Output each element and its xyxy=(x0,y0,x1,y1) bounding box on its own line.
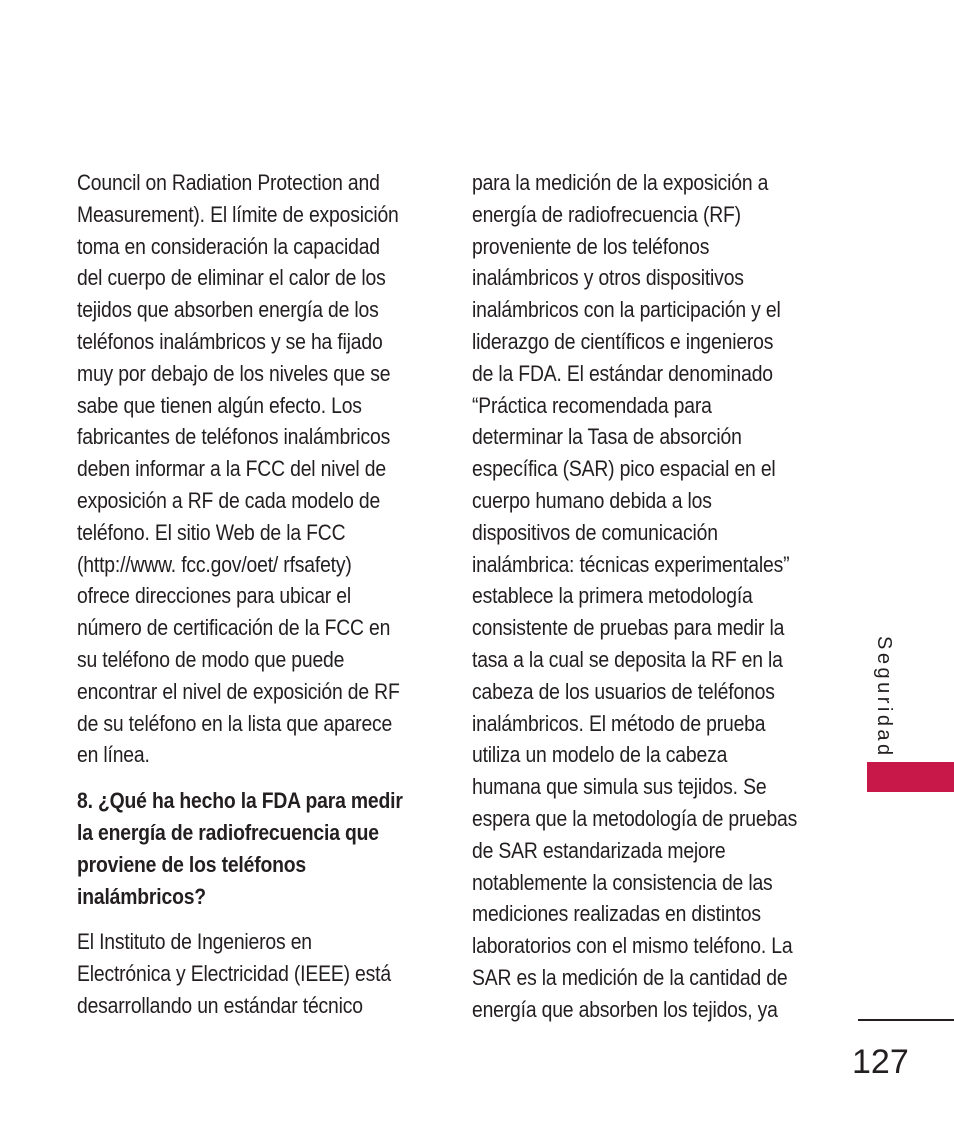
text-line: tejidos que absorben energía de los xyxy=(77,297,379,323)
text-line: espera que la metodología de pruebas xyxy=(472,805,798,831)
page-number: 127 xyxy=(852,1043,909,1081)
text-line: Council on Radiation Protection and xyxy=(77,170,380,195)
text-line: energía de radiofrecuencia (RF) xyxy=(472,201,741,227)
text-line: consistente de pruebas para medir la xyxy=(472,615,785,641)
text-line: cabeza de los usuarios de teléfonos xyxy=(472,678,775,704)
right-column xyxy=(472,167,833,1026)
text-line: fabricantes de teléfonos inalámbricos xyxy=(77,424,391,450)
text-line: (http://www. fcc.gov/oet/ rfsafety) xyxy=(77,551,352,577)
text-line: encontrar el nivel de exposición de RF xyxy=(77,678,400,704)
left-column xyxy=(77,167,438,1022)
question-heading xyxy=(77,785,438,912)
text-line: inalámbrica: técnicas experimentales” xyxy=(472,551,790,577)
text-line: sabe que tienen algún efecto. Los xyxy=(77,392,362,418)
text-line: número de certificación de la FCC en xyxy=(77,615,391,641)
text-line: exposición a RF de cada modelo de xyxy=(77,487,381,513)
text-line: desarrollando un estándar técnico xyxy=(77,992,363,1018)
page-number-rule xyxy=(858,1019,954,1021)
text-line: determinar la Tasa de absorción xyxy=(472,424,742,450)
text-line: de SAR estandarizada mejore xyxy=(472,837,726,863)
heading-line: proviene de los teléfonos xyxy=(77,851,307,877)
text-line: mediciones realizadas en distintos xyxy=(472,901,761,927)
intro-paragraph xyxy=(77,167,438,771)
text-line: laboratorios con el mismo teléfono. La xyxy=(472,933,793,959)
answer-paragraph xyxy=(77,926,438,1021)
text-line: de la FDA. El estándar denominado xyxy=(472,360,773,386)
text-line: del cuerpo de eliminar el calor de los xyxy=(77,265,386,291)
text-line: cuerpo humano debida a los xyxy=(472,487,712,513)
heading-line: 8. ¿Qué ha hecho la FDA para medir xyxy=(77,788,403,814)
text-line: Electrónica y Electricidad (IEEE) está xyxy=(77,961,391,987)
text-line: proveniente de los teléfonos xyxy=(472,233,710,259)
text-line: su teléfono de modo que puede xyxy=(77,646,345,672)
heading-line: inalámbricos? xyxy=(77,883,206,909)
text-line: toma en consideración la capacidad xyxy=(77,233,380,259)
section-label: Seguridad xyxy=(873,636,895,759)
text-line: teléfonos inalámbricos y se ha fijado xyxy=(77,328,383,354)
text-line: inalámbricos con la participación y el xyxy=(472,297,781,323)
text-line: “Práctica recomendada para xyxy=(472,392,712,418)
text-line: El Instituto de Ingenieros en xyxy=(77,929,312,955)
text-line: para la medición de la exposición a xyxy=(472,170,769,195)
continuation-paragraph xyxy=(472,167,833,1026)
text-line: inalámbricos y otros dispositivos xyxy=(472,265,744,291)
text-line: en línea. xyxy=(77,742,150,768)
text-line: ofrece direcciones para ubicar el xyxy=(77,583,351,609)
section-tab xyxy=(867,762,954,792)
text-line: Measurement). El límite de exposición xyxy=(77,201,399,227)
heading-line: la energía de radiofrecuencia que xyxy=(77,819,379,845)
text-line: establece la primera metodología xyxy=(472,583,753,609)
text-line: deben informar a la FCC del nivel de xyxy=(77,456,386,482)
text-line: tasa a la cual se deposita la RF en la xyxy=(472,646,783,672)
text-line: SAR es la medición de la cantidad de xyxy=(472,964,788,990)
text-line: notablemente la consistencia de las xyxy=(472,869,773,895)
text-line: energía que absorben los tejidos, ya xyxy=(472,996,778,1022)
text-line: humana que simula sus tejidos. Se xyxy=(472,774,767,800)
text-line: de su teléfono en la lista que aparece xyxy=(77,710,393,736)
text-line: inalámbricos. El método de prueba xyxy=(472,710,766,736)
text-line: específica (SAR) pico espacial en el xyxy=(472,456,776,482)
text-line: muy por debajo de los niveles que se xyxy=(77,360,391,386)
text-line: liderazgo de científicos e ingenieros xyxy=(472,328,774,354)
text-line: teléfono. El sitio Web de la FCC xyxy=(77,519,346,545)
text-line: utiliza un modelo de la cabeza xyxy=(472,742,728,768)
text-line: dispositivos de comunicación xyxy=(472,519,718,545)
